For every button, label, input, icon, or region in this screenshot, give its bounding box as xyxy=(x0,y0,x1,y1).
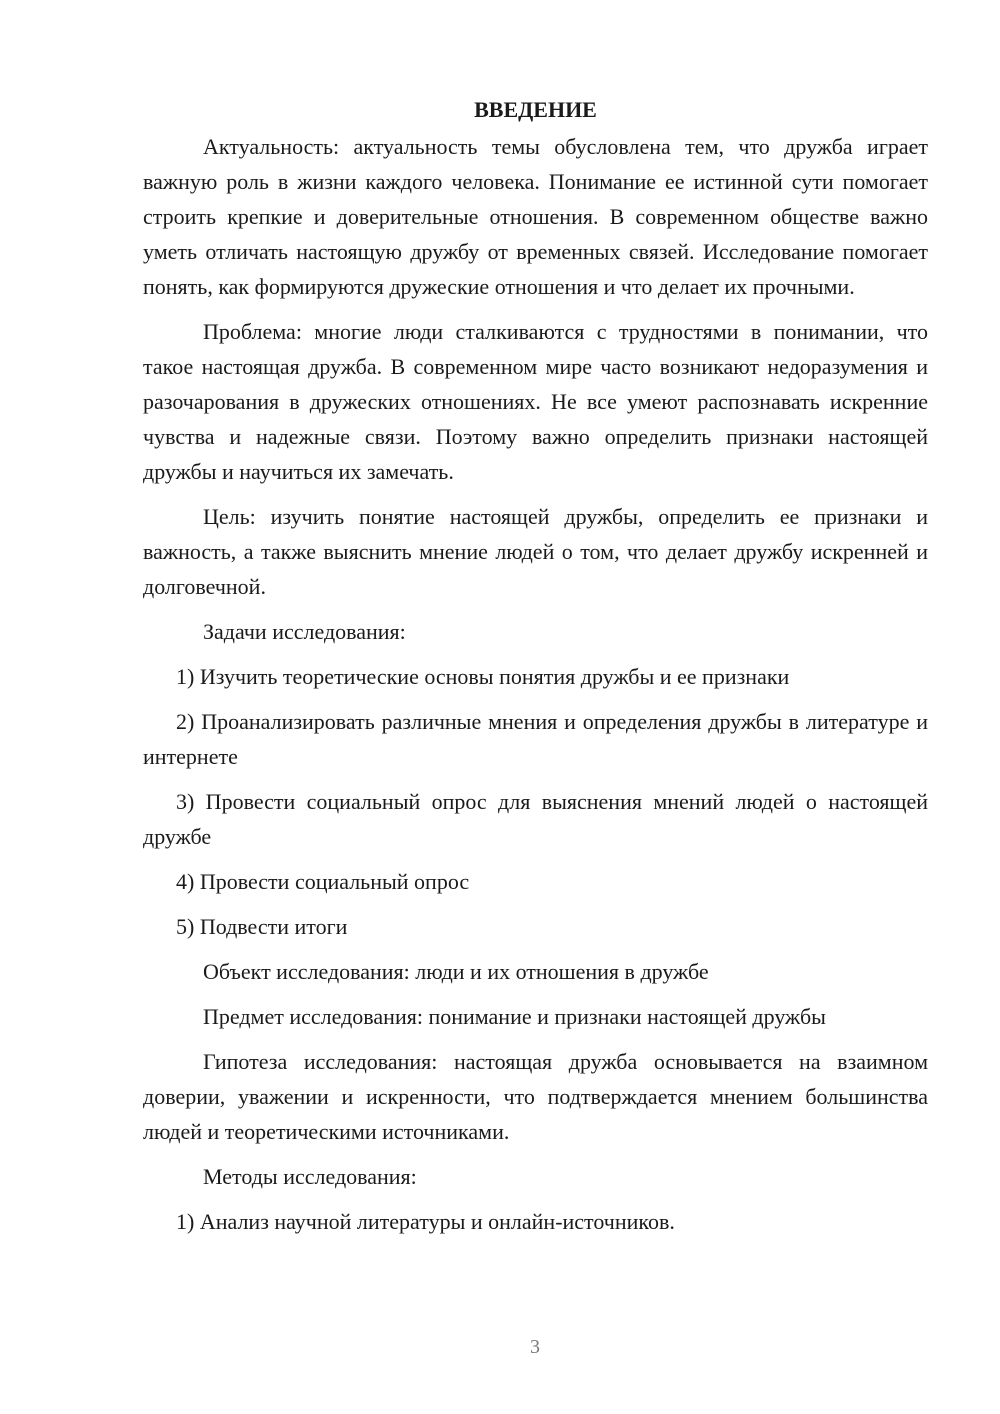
tasks-title: Задачи исследования: xyxy=(203,619,406,644)
paragraph-problem: Проблема: многие люди сталкиваются с трудностями в понимании, что такое настоящая дружба. В современном мире часто возникают недоразумения и разочарования в дружеских отношениях. Не все умеют распознавать искренние чувства и надежные связи. Поэтому важно определить признаки настоящей дружбы и научиться их замечать. xyxy=(143,319,928,484)
paragraph-relevance: Актуальность: актуальность темы обусловлена тем, что дружба играет важную роль в жизни каждого человека. Понимание ее истинной сути помогает строить крепкие и доверительные отношения. В современном обществе важно уметь отличать настоящую дружбу от временных связей. Исследование помогает понять, как формируются дружеские отношения и что делает их прочными. xyxy=(143,134,928,299)
paragraph-goal: Цель: изучить понятие настоящей дружбы, определить ее признаки и важность, а также выяснить мнение людей о том, что делает дружбу искренней и долговечной. xyxy=(143,504,928,599)
paragraph-subject: Предмет исследования: понимание и признаки настоящей дружбы xyxy=(203,1004,826,1029)
document-page xyxy=(143,92,928,1249)
task-item-3: 3) Провести социальный опрос для выяснения мнений людей о настоящей дружбе xyxy=(143,789,928,849)
paragraph-object: Объект исследования: люди и их отношения в дружбе xyxy=(203,959,709,984)
task-item-1: 1) Изучить теоретические основы понятия дружбы и ее признаки xyxy=(176,664,790,689)
method-item-1: 1) Анализ научной литературы и онлайн-источников. xyxy=(176,1209,675,1234)
task-item-5: 5) Подвести итоги xyxy=(176,914,348,939)
task-item-4: 4) Провести социальный опрос xyxy=(176,869,470,894)
methods-title: Методы исследования: xyxy=(203,1164,417,1189)
section-heading: ВВЕДЕНИЕ xyxy=(474,97,597,122)
paragraph-hypothesis: Гипотеза исследования: настоящая дружба основывается на взаимном доверии, уважении и искренности, что подтверждается мнением большинства людей и теоретическими источниками. xyxy=(143,1049,928,1144)
task-item-2: 2) Проанализировать различные мнения и определения дружбы в литературе и интернете xyxy=(143,709,928,769)
page-number: 3 xyxy=(530,1336,540,1358)
